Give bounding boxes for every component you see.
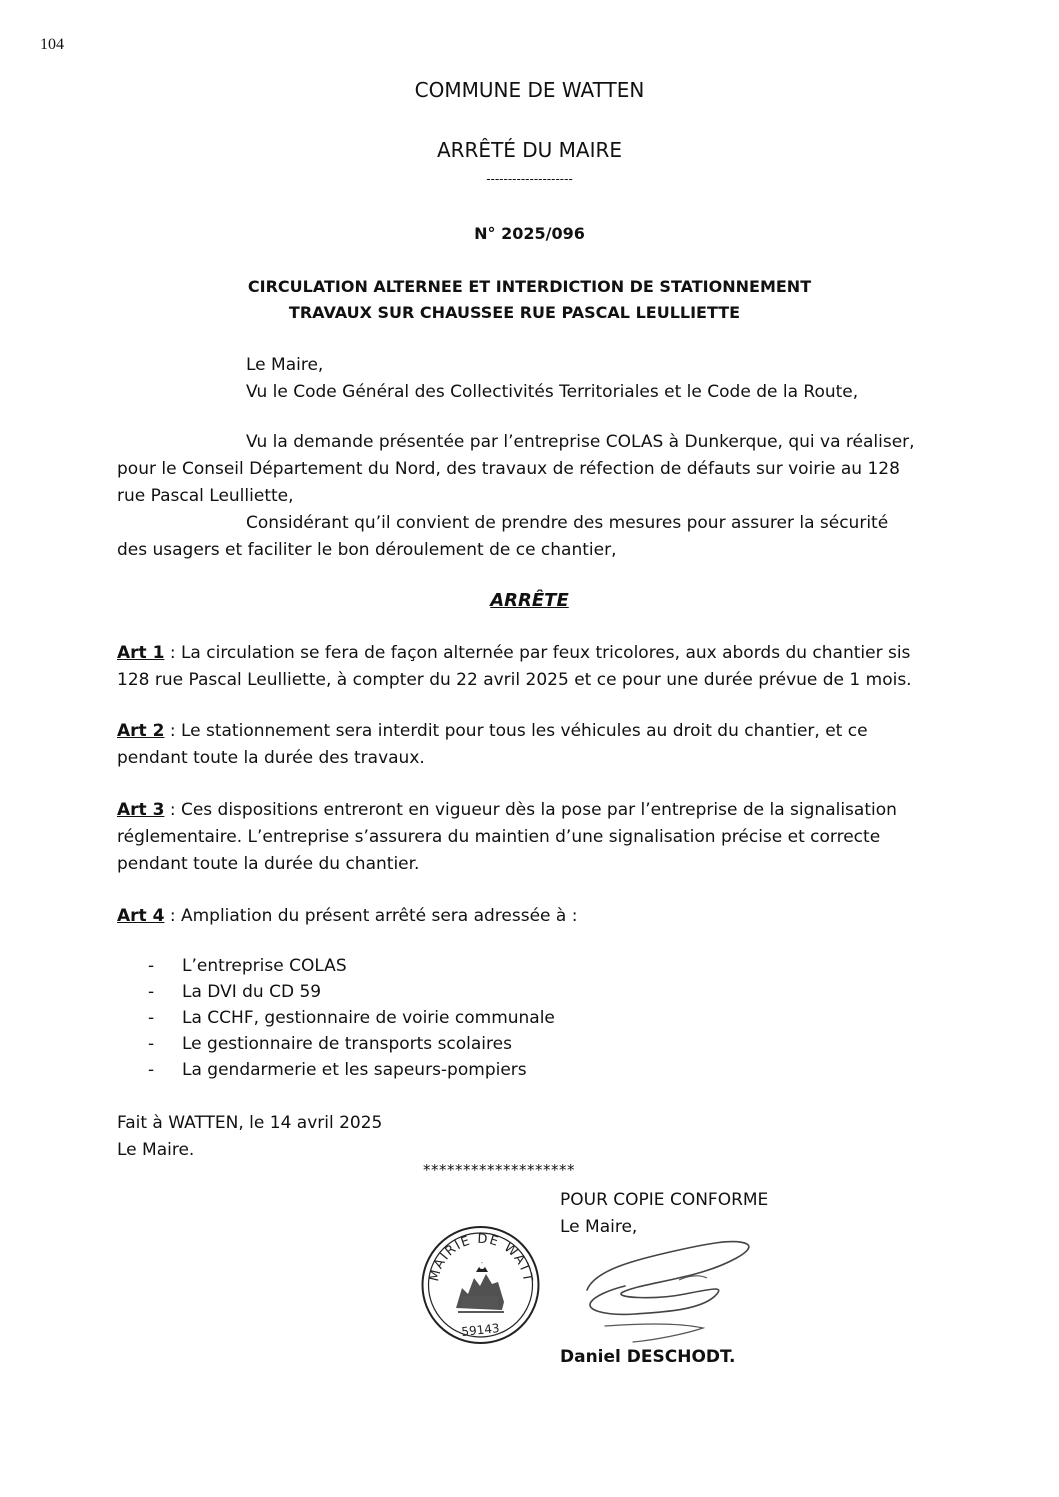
list-item	[148, 1057, 648, 1083]
article-4	[117, 903, 577, 930]
closing-mayor: Le Maire.	[117, 1140, 195, 1160]
article-1-line-1	[117, 640, 929, 667]
commune-title: COMMUNE DE WATTEN	[414, 78, 645, 102]
place-date: Fait à WATTEN, le 14 avril 2025	[117, 1113, 383, 1133]
copy-label: POUR COPIE CONFORME	[560, 1190, 769, 1210]
preamble-vu-demande-2: pour le Conseil Département du Nord, des travaux de réfection de défauts sur voirie au 128	[117, 459, 900, 479]
stamp-seal-icon	[418, 1222, 543, 1347]
list-item	[148, 1031, 648, 1057]
preamble-mayor: Le Maire,	[246, 355, 324, 375]
article-1	[117, 640, 929, 694]
article-1-text-1: : La circulation se fera de façon alternée par feux tricolores, aux abords du chantier sis	[164, 643, 911, 663]
document-title: ARRÊTÉ DU MAIRE	[436, 138, 623, 162]
preamble-vu-demande-3: rue Pascal Leulliette,	[117, 486, 294, 506]
article-4-text-1: : Ampliation du présent arrêté sera adressée à :	[164, 906, 578, 926]
subject-line-1: CIRCULATION ALTERNEE ET INTERDICTION DE STATIONNEMENT	[247, 277, 812, 296]
arrete-number: N° 2025/096	[474, 224, 585, 243]
preamble-vu-code: Vu le Code Général des Collectivités Territoriales et le Code de la Route,	[246, 382, 859, 402]
list-item	[148, 1005, 648, 1031]
article-2-line-2: pendant toute la durée des travaux.	[117, 748, 425, 768]
article-3-label: Art 3	[117, 800, 165, 820]
signature	[575, 1230, 760, 1355]
list-bullet: -	[148, 956, 155, 976]
page-number: 104	[40, 36, 64, 53]
list-item-text: La DVI du CD 59	[182, 982, 322, 1002]
article-2-text-1: : Le stationnement sera interdit pour tous les véhicules au droit du chantier, et ce	[164, 721, 868, 741]
list-item	[148, 953, 648, 979]
arrete-heading: ARRÊTE	[490, 590, 569, 611]
article-3	[117, 797, 929, 878]
article-3-line-1	[117, 797, 929, 824]
article-4-label: Art 4	[117, 906, 165, 926]
article-2-label: Art 2	[117, 721, 165, 741]
article-1-label: Art 1	[117, 643, 165, 663]
list-item	[148, 979, 648, 1005]
list-bullet: -	[148, 1008, 155, 1028]
list-item-text: La CCHF, gestionnaire de voirie communale	[182, 1008, 555, 1028]
list-item-text: La gendarmerie et les sapeurs-pompiers	[182, 1060, 527, 1080]
preamble-considerant-2: des usagers et faciliter le bon déroulement de ce chantier,	[117, 540, 617, 560]
article-2-line-1	[117, 718, 929, 745]
stars-separator: *******************	[423, 1161, 575, 1179]
signature-icon	[575, 1230, 760, 1355]
list-bullet: -	[148, 982, 155, 1002]
article-3-line-2: réglementaire. L’entreprise s’assurera du maintien d’une signalisation précise et correcte	[117, 827, 881, 847]
subject	[0, 274, 1059, 326]
distribution-list	[148, 953, 648, 1083]
article-3-line-3: pendant toute la durée du chantier.	[117, 854, 420, 874]
svg-text:59143: 59143	[460, 1321, 501, 1339]
preamble-vu-demande-1: Vu la demande présentée par l’entreprise COLAS à Dunkerque, qui va réaliser,	[246, 432, 915, 452]
preamble-considerant-1: Considérant qu’il convient de prendre des mesures pour assurer la sécurité	[246, 513, 889, 533]
signatory-name: Daniel DESCHODT.	[560, 1347, 736, 1367]
copy-mayor: Le Maire,	[560, 1217, 638, 1237]
list-item-text: Le gestionnaire de transports scolaires	[182, 1034, 512, 1054]
article-2	[117, 718, 929, 772]
mairie-stamp	[418, 1222, 543, 1347]
subject-line-2: TRAVAUX SUR CHAUSSEE RUE PASCAL LEULLIETTE	[288, 303, 741, 322]
list-bullet: -	[148, 1060, 155, 1080]
list-bullet: -	[148, 1034, 155, 1054]
list-item-text: L’entreprise COLAS	[182, 956, 347, 976]
svg-text:MAIRIE DE WATTEN: MAIRIE DE WATT	[427, 1231, 536, 1285]
article-1-line-2: 128 rue Pascal Leulliette, à compter du 22 avril 2025 et ce pour une durée prévue de 1 mois.	[117, 670, 912, 690]
title-separator: --------------------	[486, 172, 573, 186]
article-3-text-1: : Ces dispositions entreront en vigueur dès la pose par l’entreprise de la signalisation	[164, 800, 897, 820]
